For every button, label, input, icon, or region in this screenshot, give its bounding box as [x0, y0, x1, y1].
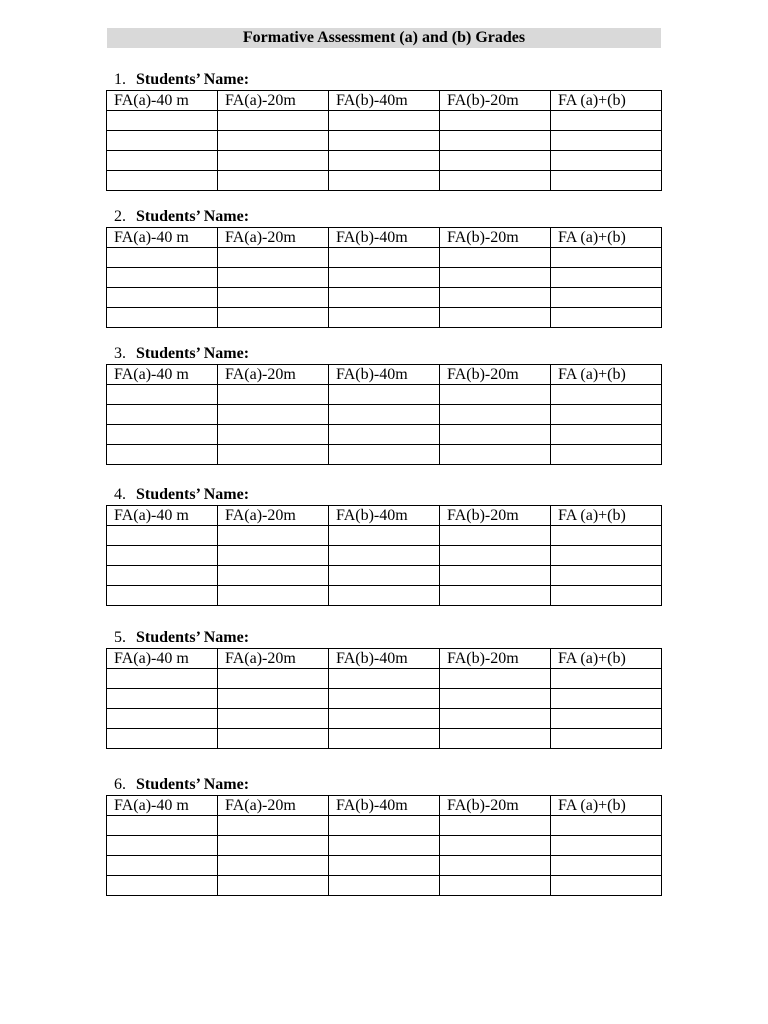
grade-cell[interactable] — [440, 876, 551, 896]
grade-cell[interactable] — [107, 689, 218, 709]
grade-cell[interactable] — [107, 709, 218, 729]
grade-cell[interactable] — [218, 248, 329, 268]
grade-cell[interactable] — [107, 546, 218, 566]
grade-cell[interactable] — [218, 268, 329, 288]
grade-cell[interactable] — [440, 836, 551, 856]
column-header: FA(a)-20m — [218, 796, 329, 816]
student-name-label — [114, 628, 249, 648]
grade-cell[interactable] — [440, 425, 551, 445]
grade-cell[interactable] — [440, 689, 551, 709]
table-row — [107, 526, 662, 546]
grade-cell[interactable] — [107, 566, 218, 586]
grade-cell[interactable] — [551, 308, 662, 328]
students-name-text: Students’ Name: — [136, 208, 250, 225]
table-row — [107, 405, 662, 425]
grade-cell[interactable] — [551, 816, 662, 836]
student-number: 3. — [114, 345, 126, 362]
students-name-text: Students’ Name: — [136, 345, 250, 362]
grade-cell[interactable] — [107, 268, 218, 288]
student-name-label — [114, 207, 249, 227]
student-name-label — [114, 775, 249, 795]
grade-cell[interactable] — [440, 111, 551, 131]
grade-cell[interactable] — [329, 729, 440, 749]
column-header: FA(a)-20m — [218, 228, 329, 248]
grade-cell[interactable] — [218, 586, 329, 606]
grade-cell[interactable] — [218, 425, 329, 445]
grade-cell[interactable] — [440, 405, 551, 425]
grade-cell[interactable] — [218, 308, 329, 328]
students-name-text: Students’ Name: — [136, 776, 250, 793]
grade-cell[interactable] — [107, 669, 218, 689]
table-row — [107, 566, 662, 586]
student-number: 6. — [114, 776, 126, 793]
grade-cell[interactable] — [551, 689, 662, 709]
column-header: FA(a)-20m — [218, 365, 329, 385]
grade-cell[interactable] — [440, 816, 551, 836]
grade-cell[interactable] — [329, 856, 440, 876]
grade-cell[interactable] — [329, 709, 440, 729]
grade-cell[interactable] — [218, 709, 329, 729]
grade-cell[interactable] — [107, 856, 218, 876]
table-row — [107, 248, 662, 268]
grade-cell[interactable] — [107, 171, 218, 191]
grade-cell[interactable] — [329, 526, 440, 546]
grade-cell[interactable] — [218, 445, 329, 465]
grade-cell[interactable] — [440, 151, 551, 171]
grade-cell[interactable] — [551, 385, 662, 405]
grade-cell[interactable] — [440, 445, 551, 465]
grade-cell[interactable] — [218, 526, 329, 546]
column-header: FA(a)-40 m — [107, 506, 218, 526]
student-number: 4. — [114, 486, 126, 503]
grade-cell[interactable] — [329, 876, 440, 896]
grade-cell[interactable] — [218, 288, 329, 308]
table-header-row — [107, 649, 662, 669]
column-header: FA(b)-40m — [329, 506, 440, 526]
grades-table — [106, 227, 662, 328]
column-header: FA(a)-20m — [218, 649, 329, 669]
grade-cell[interactable] — [551, 586, 662, 606]
column-header: FA (a)+(b) — [551, 228, 662, 248]
grade-cell[interactable] — [440, 709, 551, 729]
grade-cell[interactable] — [440, 586, 551, 606]
grade-cell[interactable] — [107, 729, 218, 749]
column-header: FA(a)-20m — [218, 506, 329, 526]
grade-cell[interactable] — [551, 171, 662, 191]
grade-cell[interactable] — [218, 876, 329, 896]
grade-cell[interactable] — [329, 248, 440, 268]
student-number: 2. — [114, 208, 126, 225]
grades-table — [106, 90, 662, 191]
column-header: FA(b)-20m — [440, 365, 551, 385]
column-header: FA(a)-40 m — [107, 796, 218, 816]
student-name-label — [114, 70, 249, 90]
grade-cell[interactable] — [218, 689, 329, 709]
grade-cell[interactable] — [107, 425, 218, 445]
table-row — [107, 856, 662, 876]
grade-cell[interactable] — [218, 385, 329, 405]
grade-cell[interactable] — [218, 131, 329, 151]
column-header: FA (a)+(b) — [551, 506, 662, 526]
grade-cell[interactable] — [551, 151, 662, 171]
grade-cell[interactable] — [551, 836, 662, 856]
grade-cell[interactable] — [107, 131, 218, 151]
grade-cell[interactable] — [218, 729, 329, 749]
grade-cell[interactable] — [551, 856, 662, 876]
grade-cell[interactable] — [440, 546, 551, 566]
column-header: FA (a)+(b) — [551, 649, 662, 669]
grade-cell[interactable] — [440, 171, 551, 191]
grade-cell[interactable] — [218, 171, 329, 191]
table-row — [107, 729, 662, 749]
table-row — [107, 546, 662, 566]
grade-cell[interactable] — [329, 566, 440, 586]
grade-cell[interactable] — [440, 131, 551, 151]
grade-cell[interactable] — [440, 566, 551, 586]
table-row — [107, 816, 662, 836]
grade-cell[interactable] — [329, 131, 440, 151]
grade-cell[interactable] — [329, 425, 440, 445]
grade-cell[interactable] — [329, 816, 440, 836]
column-header: FA(b)-40m — [329, 365, 440, 385]
table-row — [107, 151, 662, 171]
student-name-label — [114, 344, 249, 364]
table-row — [107, 171, 662, 191]
column-header: FA (a)+(b) — [551, 365, 662, 385]
page-title: Formative Assessment (a) and (b) Grades — [107, 28, 661, 48]
grade-cell[interactable] — [329, 689, 440, 709]
grade-cell[interactable] — [329, 546, 440, 566]
column-header: FA(b)-20m — [440, 91, 551, 111]
column-header: FA(a)-40 m — [107, 365, 218, 385]
column-header: FA(b)-40m — [329, 91, 440, 111]
column-header: FA(b)-20m — [440, 506, 551, 526]
table-row — [107, 586, 662, 606]
table-row — [107, 288, 662, 308]
student-number: 5. — [114, 629, 126, 646]
grade-cell[interactable] — [107, 288, 218, 308]
grade-cell[interactable] — [107, 248, 218, 268]
table-row — [107, 131, 662, 151]
grade-cell[interactable] — [329, 836, 440, 856]
table-header-row — [107, 796, 662, 816]
grade-cell[interactable] — [551, 425, 662, 445]
column-header: FA(b)-40m — [329, 649, 440, 669]
students-name-text: Students’ Name: — [136, 486, 250, 503]
grade-cell[interactable] — [218, 546, 329, 566]
column-header: FA(b)-20m — [440, 796, 551, 816]
grade-cell[interactable] — [329, 445, 440, 465]
grade-cell[interactable] — [551, 405, 662, 425]
grade-cell[interactable] — [329, 308, 440, 328]
table-header-row — [107, 506, 662, 526]
grade-cell[interactable] — [551, 546, 662, 566]
grade-cell[interactable] — [551, 709, 662, 729]
table-header-row — [107, 365, 662, 385]
grade-cell[interactable] — [107, 308, 218, 328]
grade-cell[interactable] — [329, 111, 440, 131]
grade-cell[interactable] — [440, 729, 551, 749]
grade-cell[interactable] — [218, 405, 329, 425]
column-header: FA (a)+(b) — [551, 796, 662, 816]
grade-cell[interactable] — [440, 248, 551, 268]
grade-cell[interactable] — [107, 836, 218, 856]
column-header: FA (a)+(b) — [551, 91, 662, 111]
grade-cell[interactable] — [329, 405, 440, 425]
grade-cell[interactable] — [218, 151, 329, 171]
grade-cell[interactable] — [329, 385, 440, 405]
grade-cell[interactable] — [107, 445, 218, 465]
grade-cell[interactable] — [551, 729, 662, 749]
grade-cell[interactable] — [107, 526, 218, 546]
grade-cell[interactable] — [551, 268, 662, 288]
table-row — [107, 669, 662, 689]
column-header: FA(a)-40 m — [107, 91, 218, 111]
grade-cell[interactable] — [107, 405, 218, 425]
student-name-label — [114, 485, 249, 505]
grade-cell[interactable] — [440, 856, 551, 876]
grade-cell[interactable] — [218, 836, 329, 856]
grade-cell[interactable] — [329, 268, 440, 288]
students-name-text: Students’ Name: — [136, 629, 250, 646]
grade-cell[interactable] — [107, 385, 218, 405]
grades-table — [106, 364, 662, 465]
grade-cell[interactable] — [551, 288, 662, 308]
table-row — [107, 425, 662, 445]
grades-table — [106, 505, 662, 606]
grade-cell[interactable] — [551, 526, 662, 546]
grade-cell[interactable] — [218, 856, 329, 876]
table-row — [107, 268, 662, 288]
table-row — [107, 445, 662, 465]
grade-cell[interactable] — [551, 111, 662, 131]
grade-cell[interactable] — [218, 816, 329, 836]
grade-cell[interactable] — [440, 669, 551, 689]
students-name-text: Students’ Name: — [136, 71, 250, 88]
grade-cell[interactable] — [329, 151, 440, 171]
column-header: FA(b)-40m — [329, 228, 440, 248]
grade-cell[interactable] — [551, 669, 662, 689]
table-row — [107, 876, 662, 896]
grade-cell[interactable] — [329, 586, 440, 606]
grades-table — [106, 795, 662, 896]
grade-cell[interactable] — [551, 566, 662, 586]
grade-cell[interactable] — [329, 171, 440, 191]
grade-cell[interactable] — [440, 526, 551, 546]
table-row — [107, 709, 662, 729]
column-header: FA(b)-40m — [329, 796, 440, 816]
column-header: FA(a)-40 m — [107, 649, 218, 669]
grade-cell[interactable] — [107, 816, 218, 836]
column-header: FA(b)-20m — [440, 649, 551, 669]
grade-cell[interactable] — [440, 308, 551, 328]
table-row — [107, 836, 662, 856]
grade-cell[interactable] — [107, 151, 218, 171]
table-row — [107, 385, 662, 405]
grade-cell[interactable] — [329, 669, 440, 689]
column-header: FA(b)-20m — [440, 228, 551, 248]
grade-cell[interactable] — [218, 669, 329, 689]
grade-cell[interactable] — [218, 566, 329, 586]
grades-table — [106, 648, 662, 749]
grade-cell[interactable] — [440, 288, 551, 308]
table-header-row — [107, 228, 662, 248]
student-number: 1. — [114, 71, 126, 88]
table-row — [107, 308, 662, 328]
table-row — [107, 689, 662, 709]
table-header-row — [107, 91, 662, 111]
grade-cell[interactable] — [107, 111, 218, 131]
grade-cell[interactable] — [107, 876, 218, 896]
grade-cell[interactable] — [107, 586, 218, 606]
grade-cell[interactable] — [551, 248, 662, 268]
grade-cell[interactable] — [551, 445, 662, 465]
grade-cell[interactable] — [551, 876, 662, 896]
table-row — [107, 111, 662, 131]
grade-cell[interactable] — [551, 131, 662, 151]
column-header: FA(a)-40 m — [107, 228, 218, 248]
grade-cell[interactable] — [218, 111, 329, 131]
grade-cell[interactable] — [440, 385, 551, 405]
column-header: FA(a)-20m — [218, 91, 329, 111]
grade-cell[interactable] — [329, 288, 440, 308]
grade-cell[interactable] — [440, 268, 551, 288]
